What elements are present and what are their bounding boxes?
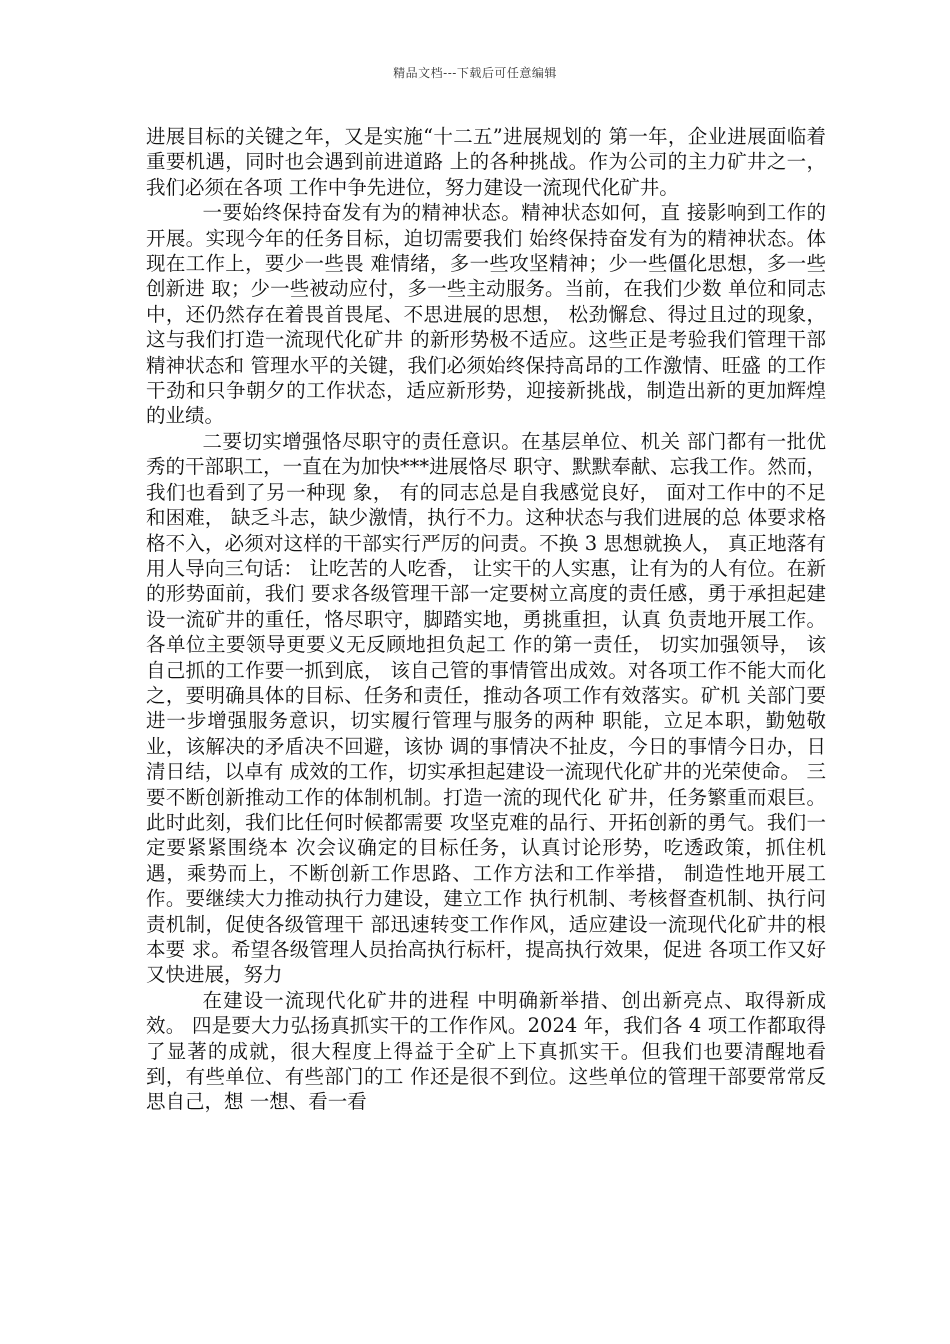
paragraph-2: 一要始终保持奋发有为的精神状态。精神状态如何，直 接影响到工作的开展。实现今年的任务目标，迫切需要我们 始终保持奋发有为的精神状态。体现在工作上，要少一些畏 难情绪，多一些攻坚精神；少一些僵化思想，多一些创新进 取；少一些被动应付，多一些主动服务。当前，在我们少数 单位和同志中，还仍然存在着畏首畏尾、不思进展的思想， 松劲懈怠、得过且过的现象，这与我们打造一流现代化矿井 的新形势极不适应。这些正是考验我们管理干部精神状态和 管理水平的关键，我们必须始终保持高昂的工作激情、旺盛 的工作干劲和只争朝夕的工作状态，适应新形势，迎接新挑战，制造出新的更加辉煌的业绩。 (146, 201, 826, 428)
paragraph-1: 进展目标的关键之年，又是实施“十二五”进展规划的 第一年，企业进展面临着重要机遇，同时也会遇到前进道路 上的各种挑战。作为公司的主力矿井之一，我们必须在各项 工作中争先进位，努力建设一流现代化矿井。 (146, 125, 826, 199)
paragraph-4: 在建设一流现代化矿井的进程 中明确新举措、创出新亮点、取得新成效。 四是要大力弘扬真抓实干的工作作风。2024 年，我们各 4 项工作都取得了显著的成就，很大程度上得益于全矿上下真抓实干。但我们也要清醒地看到，有些单位、有些部门的工 作还是很不到位。这些单位的管理干部要常常反思自己，想 一想、看一看 (146, 988, 826, 1114)
document-body (146, 124, 826, 1115)
paragraph-3: 二要切实增强恪尽职守的责任意识。在基层单位、机关 部门都有一批优秀的干部职工，一直在为加快***进展恪尽 职守、默默奉献、忘我工作。然而，我们也看到了另一种现 象， 有的同志总是自我感觉良好， 面对工作中的不足和困难， 缺乏斗志，缺少激情，执行不力。这种状态与我们进展的总 体要求格格不入，必须对这样的干部实行严厉的问责。不换 3 思想就换人， 真正地落有用人导向三句话： 让吃苦的人吃香， 让实干的人实惠，让有为的人有位。在新的形势面前，我们 要求各级管理干部一定要树立高度的责任感，勇于承担起建 设一流矿井的重任，恪尽职守，脚踏实地，勇挑重担，认真 负责地开展工作。各单位主要领导更要义无反顾地担负起工 作的第一责任， 切实加强领导， 该自己抓的工作要一抓到底， 该自己管的事情管出成效。对各项工作不能大而化之，要明确具体的目标、任务和责任，推动各项工作有效落实。矿机 关部门要进一步增强服务意识，切实履行管理与服务的两种 职能，立足本职，勤勉敬业，该解决的矛盾决不回避，该协 调的事情决不扯皮，今日的事情今日办，日清日结，以卓有 成效的工作，切实承担起建设一流现代化矿井的光荣使命。 三要不断创新推动工作的体制机制。打造一流的现代化 矿井，任务繁重而艰巨。此时此刻，我们比任何时候都需要 攻坚克难的品行、开拓创新的勇气。我们一定要紧紧围绕本 次会议确定的目标任务，认真讨论形势，吃透政策，抓住机遇，乘势而上，不断创新工作思路、工作方法和工作举措， 制造性地开展工作。要继续大力推动执行力建设，建立工作 执行机制、考核督查机制、执行问责机制，促使各级管理干 部迅速转变工作作风，适应建设一流现代化矿井的根本要 求。希望各级管理人员抬高执行标杆，提高执行效果，促进 各项工作又好又快进展，努力 (146, 429, 826, 987)
page-header: 精品文档---下载后可任意编辑 (393, 66, 557, 80)
